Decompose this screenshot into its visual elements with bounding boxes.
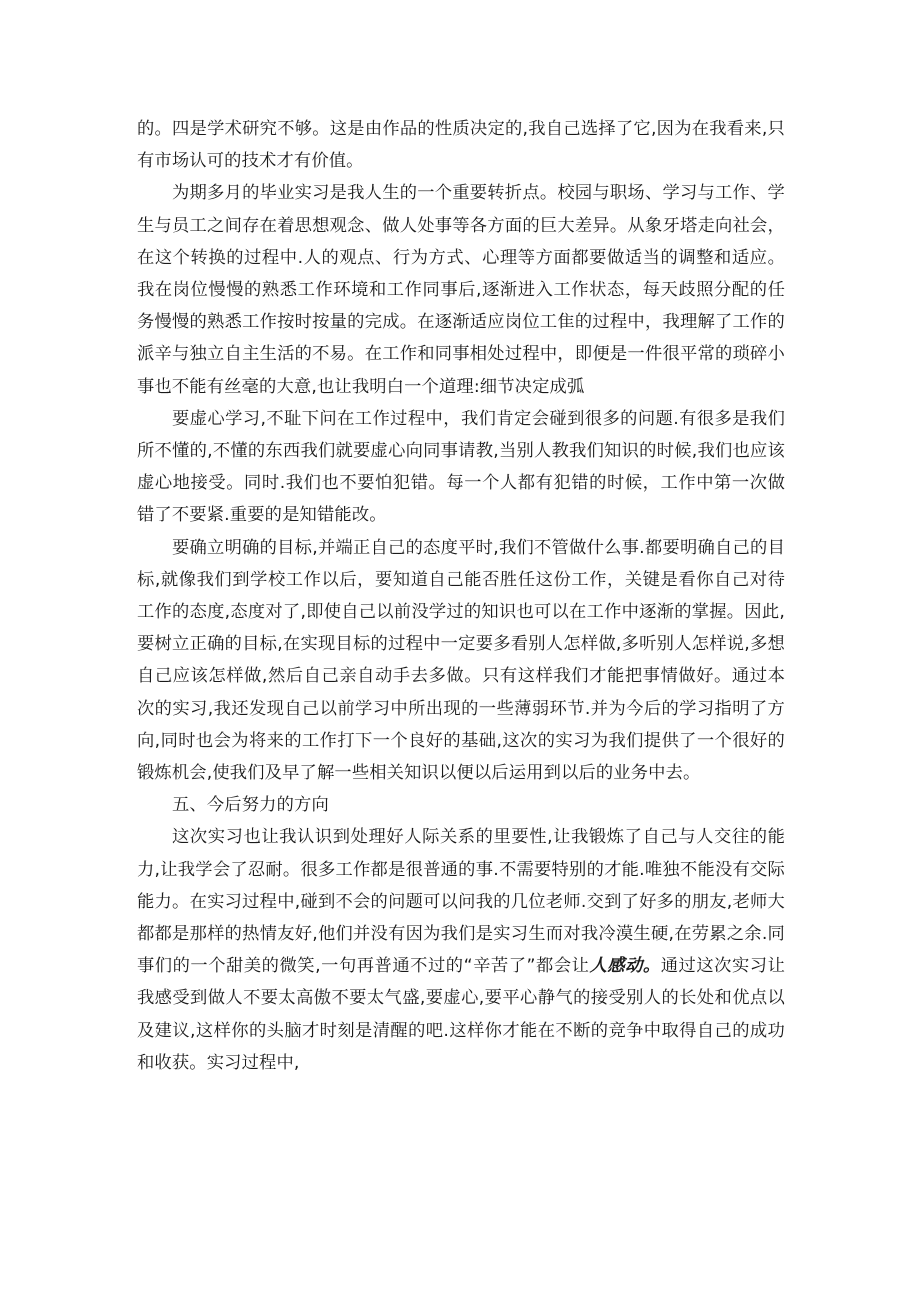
paragraph-set-goals: 要确立明确的目标,并端正自己的态度平时,我们不管做什么事.都要明确自己的目标,就像我们到学校工作以后，要知道自己能否胜任这份工作，关键是看你自己对待工作的态度,态度对了,即使自己以前没学过的知识也可以在工作中逐渐的掌握。因此,要树立正确的目标,在实现目标的过程中一定要多看别人怎样做,多听别人怎样说,多想自己应该怎样做,然后自己亲自动手去多做。只有这样我们才能把事情做好。通过本次的实习,我还发现自己以前学习中所出现的一些薄弱环节.并为今后的学习指明了方向,同时也会为将来的工作打下一个良好的基础,这次的实习为我们提供了一个很好的锻炼机会,使我们及早了解一些相关知识以便以后运用到以后的业务中去。: [137, 537, 785, 784]
emphasis-text: 人感动。: [589, 956, 661, 977]
paragraph-text-part-1: 这次实习也让我认识到处理好人际关系的里要性,让我锻炼了自己与人交往的能力,让我学会了忍耐。很多工作都是很普通的事.不需要特别的才能.唯独不能没有交际能力。在实习过程中,碰到不会的问题可以问我的几位老师.交到了好多的朋友,老师大都都是那样的热情友好,他们并没有因为我们是实习生而对我冷漠生硬,在劳累之余.同事们的一个甜美的微笑,一句再普通不过的“辛苦了”都会让: [137, 827, 785, 977]
document-body: [137, 113, 785, 1079]
paragraph-continuation: 的。四是学术研究不够。这是由作品的性质决定的,我自己选择了它,因为在我看来,只有市场认可的技术才有价值。: [137, 119, 785, 172]
section-heading-future-direction: 五、今后努力的方向: [172, 795, 329, 816]
paragraph-text-part-2: 通过这次实习让我感受到做人不要太高傲不要太气盛,要虚心,要平心静气的接受别人的长处和优点以及建议,这样你的头脑才时刻是清醒的吧.这样你才能在不断的竞争中取得自己的成功和收获。实习过程中,: [137, 956, 785, 1073]
paragraph-internship-turning-point: 为期多月的毕业实习是我人生的一个重要转折点。校园与职场、学习与工作、学生与员工之间存在着思想观念、做人处事等各方面的巨大差异。从象牙塔走向社会，在这个转换的过程中.人的观点、行为方式、心理等方面都要做适当的调整和适应。我在岗位慢慢的熟悉工作环境和工作同事后,逐渐进入工作状态，每天歧照分配的任务慢慢的熟悉工作按时按量的完成。在逐渐适应岗位工隹的过程中，我理解了工作的派辛与独立自主生活的不易。在工作和同事相处过程中，即便是一件很平常的琐碎小事也不能有丝毫的大意,也让我明白一个道理:细节决定成弧: [137, 183, 785, 397]
paragraph-interpersonal-relations: [137, 821, 785, 1079]
paragraph-learn-humbly: 要虚心学习,不耻下问在工作过程中，我们肯定会碰到很多的问题.有很多是我们所不懂的,不懂的东西我们就要虚心向同事请教,当别人教我们知识的时候,我们也应该虚心地接受。同时.我们也不要怕犯错。每一个人都有犯错的时候，工作中第一次做错了不要紧.重要的是知错能改。: [137, 408, 785, 526]
